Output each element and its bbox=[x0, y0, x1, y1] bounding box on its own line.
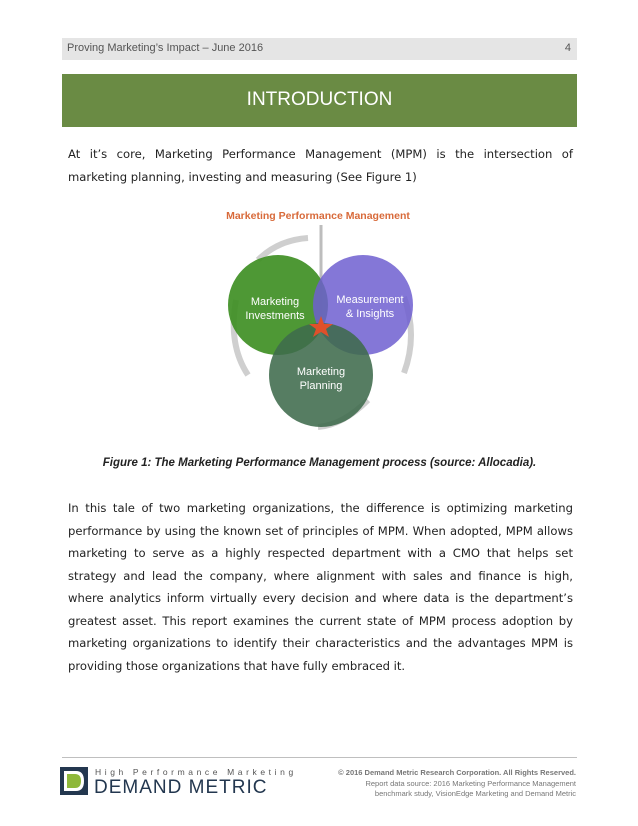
label-planning-line2: Planning bbox=[299, 380, 343, 392]
label-measurement-line2: & Insights bbox=[345, 308, 395, 320]
venn-diagram bbox=[218, 205, 418, 430]
logo-brand-name: DEMAND METRIC bbox=[94, 777, 268, 798]
label-investments-line1: Marketing bbox=[250, 296, 300, 308]
footer-source-line1: Report data source: 2016 Marketing Performance Management bbox=[365, 779, 576, 788]
body-paragraph: In this tale of two marketing organizations, the difference is optimizing marketing performance by using the known set of principles of MPM. When adopted, MPM allows marketing to serve as a highly respected department with a CMO that helps set strategy and lead the company, where alignment with sales and finance is high, where analytics inform virtually every decision and where data is the department’s greatest asset. This report examines the current state of MPM process adoption by marketing organizations to identify their characteristics and the advantages MPM is providing those organizations that have fully embraced it. bbox=[68, 501, 573, 673]
page-header bbox=[62, 38, 577, 60]
footer-source-line2: benchmark study, VisionEdge Marketing and Demand Metric bbox=[374, 789, 576, 798]
section-banner bbox=[62, 74, 577, 127]
demand-metric-logo-icon bbox=[60, 767, 88, 795]
intro-paragraph: At it’s core, Marketing Performance Management (MPM) is the intersection of marketing planning, investing and measuring (See Figure 1) bbox=[68, 147, 573, 184]
figure-caption: Figure 1: The Marketing Performance Management process (source: Allocadia). bbox=[102, 457, 537, 469]
section-title: INTRODUCTION bbox=[246, 89, 393, 110]
page-number: 4 bbox=[564, 42, 571, 54]
footer-divider bbox=[62, 757, 577, 758]
logo-tagline: High Performance Marketing bbox=[95, 767, 297, 777]
label-investments-line2: Investments bbox=[245, 310, 305, 322]
footer-source bbox=[326, 779, 576, 799]
figure-title: Marketing Performance Management bbox=[226, 210, 410, 222]
report-title: Proving Marketing’s Impact – June 2016 bbox=[67, 42, 264, 54]
mpm-venn-figure bbox=[218, 205, 418, 430]
label-planning-line1: Marketing bbox=[296, 366, 346, 378]
footer-copyright: © 2016 Demand Metric Research Corporation. All Rights Reserved. bbox=[338, 768, 576, 777]
label-measurement-line1: Measurement bbox=[336, 294, 404, 306]
